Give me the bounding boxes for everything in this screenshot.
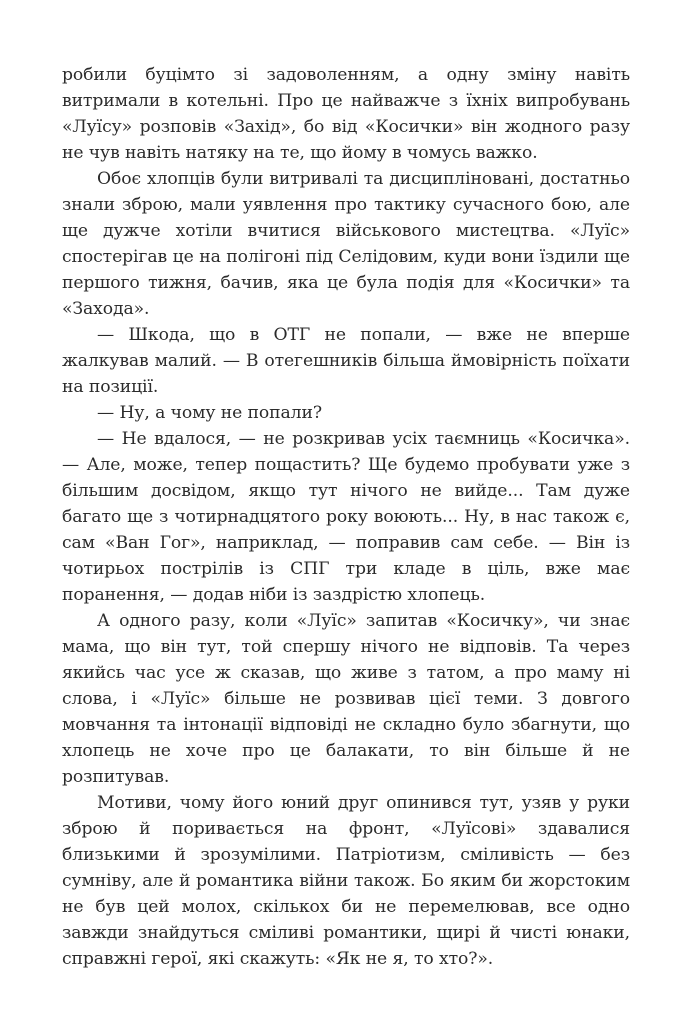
paragraph: А одного разу, коли «Луїс» запитав «Косичку», чи знає мама, що він тут, той спершу нічого не відповів. Та через якийсь час усе ж сказав, що живе з татом, а про маму ні слова, і «Луїс» більше не розвивав цієї теми. З довгого мовчання та інтонації відповіді не складно було збагнути, що хлопець не хоче про це балакати, то він більше й не розпитував. bbox=[62, 611, 630, 787]
paragraph-continuation: робили буцімто зі задоволенням, а одну зміну навіть витримали в котельні. Про це найважче з їхніх випробувань «Луїсу» розповів «Захід», бо від «Косички» він жодного разу не чув навіть натяку на те, що йому в чомусь важко. bbox=[62, 65, 630, 163]
paragraph: Мотиви, чому його юний друг опинився тут, узяв у руки зброю й поривається на фронт, «Луїсові» здавалися близькими й зрозумілими. Патріотизм, сміливість — без сумніву, але й романтика війни також. Бо яким би жорстоким не був цей молох, скількох би не перемелював, все одно завжди знайдуться сміливі романтики, щирі й чисті юнаки, справжні герої, які скажуть: «Як не я, то хто?». bbox=[62, 793, 630, 969]
dialogue-line: — Не вдалося, — не розкривав усіх таємниць «Косичка». — Але, може, тепер пощастить? Ще будемо пробувати уже з більшим досвідом, якщо тут нічого не вийде... Там дуже багато ще з чотирнадцятого року воюють... Ну, в нас також є, сам «Ван Гог», наприклад, — поправив сам себе. — Він із чотирьох пострілів із СПГ три кладе в ціль, вже має поранення, — додав ніби із заздрістю хлопець. bbox=[62, 429, 630, 605]
dialogue-line: — Ну, а чому не попали? bbox=[97, 403, 322, 423]
book-page bbox=[62, 62, 630, 972]
paragraph: Обоє хлопців були витривалі та дисципліновані, достатньо знали зброю, мали уявлення про тактику сучасного бою, але ще дужче хотіли вчитися військового мистецтва. «Луїс» спостерігав це на полігоні під Селідовим, куди вони їздили ще першого тижня, бачив, яка це була подія для «Косички» та «Захода». bbox=[62, 169, 630, 319]
dialogue-line: — Шкода, що в ОТГ не попали, — вже не вперше жалкував малий. — В отегешників більша ймовірність поїхати на позиції. bbox=[62, 325, 630, 397]
